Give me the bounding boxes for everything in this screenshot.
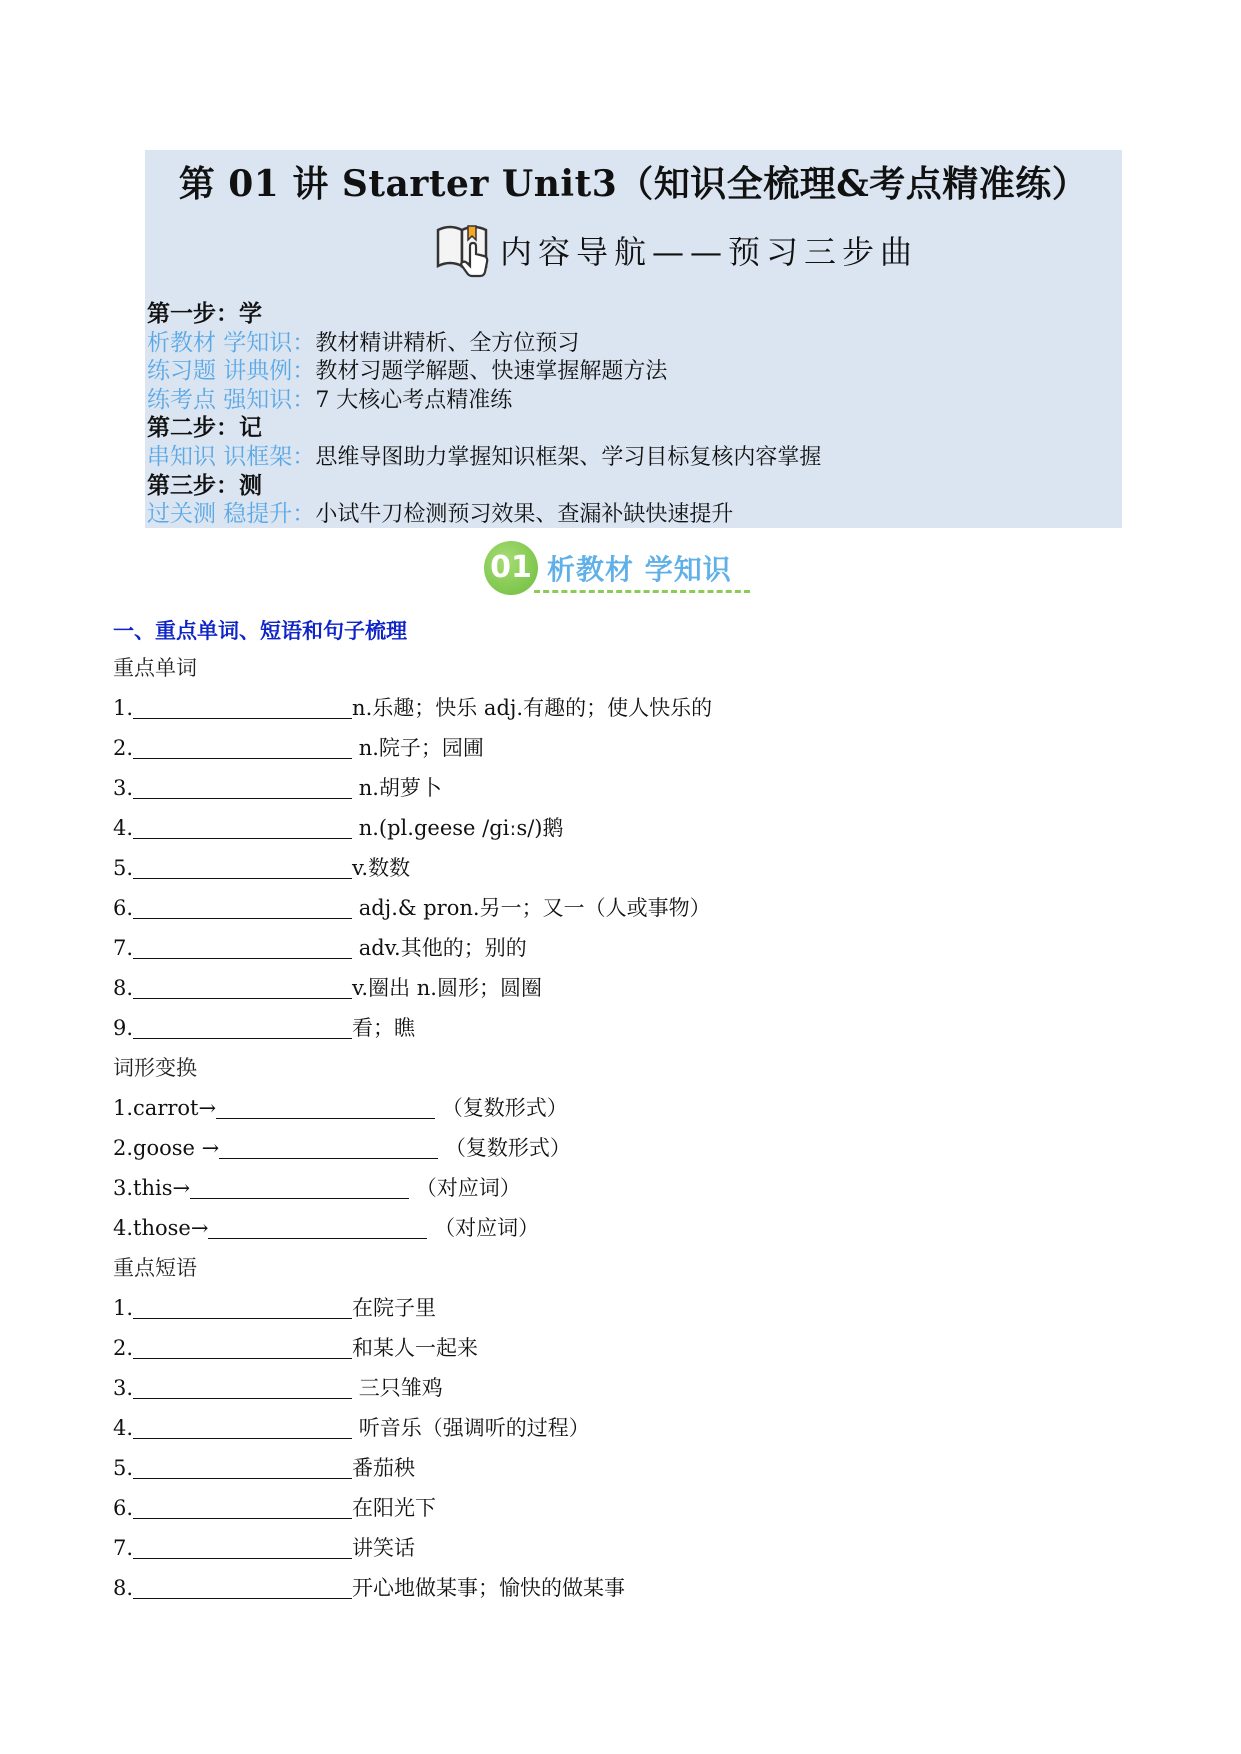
exercise-hint: n.(pl.geese /giːs/)鹅 <box>352 816 564 840</box>
exercise-hint: 听音乐（强调听的过程） <box>352 1416 590 1440</box>
exercise-number: 2. <box>113 736 134 760</box>
answer-blank[interactable] <box>133 1016 352 1039</box>
exercise-hint: 番茄秧 <box>352 1456 416 1480</box>
exercise-hint: 讲笑话 <box>352 1536 416 1560</box>
exercise-hint: adv.其他的；别的 <box>352 936 527 960</box>
badge-title: 析教材 学知识 <box>547 553 732 586</box>
exercise-hint: n.乐趣；快乐 adj.有趣的；使人快乐的 <box>352 696 713 720</box>
answer-blank[interactable] <box>216 1096 435 1119</box>
answer-blank[interactable] <box>133 1576 352 1599</box>
step-item <box>147 500 821 529</box>
navigation-title: 内容导航——预习三步曲 <box>500 233 919 271</box>
answer-blank[interactable] <box>133 856 352 879</box>
answer-blank[interactable] <box>133 816 352 839</box>
step-item-label: 析教材 学知识： <box>147 329 316 356</box>
answer-blank[interactable] <box>190 1176 409 1199</box>
exercise-number: 8. <box>113 1576 134 1600</box>
list-heading: 重点短语 <box>113 1256 197 1280</box>
exercise-number: 3. <box>113 1376 134 1400</box>
answer-blank[interactable] <box>133 1296 352 1319</box>
step-item-label: 练考点 强知识： <box>147 386 316 413</box>
exercise-item <box>113 1408 712 1448</box>
badge-underline <box>534 590 750 593</box>
answer-blank[interactable] <box>133 936 352 959</box>
exercise-item <box>113 728 712 768</box>
step-item-label: 过关测 稳提升： <box>147 501 316 528</box>
answer-blank[interactable] <box>133 896 352 919</box>
answer-blank[interactable] <box>133 1456 352 1479</box>
exercise-item <box>113 848 712 888</box>
exercise-number: 1.carrot→ <box>113 1096 217 1120</box>
exercise-hint: （复数形式） <box>435 1096 568 1120</box>
answer-blank[interactable] <box>219 1136 438 1159</box>
exercise-item <box>113 1528 712 1568</box>
exercise-hint: 看；瞧 <box>352 1016 416 1040</box>
exercise-item <box>113 888 712 928</box>
study-steps <box>147 300 821 529</box>
step-item-label: 练习题 讲典例： <box>147 358 316 385</box>
answer-blank[interactable] <box>133 1336 352 1359</box>
header-box <box>145 150 1122 528</box>
step-item-description: 教材精讲精析、全方位预习 <box>315 330 580 356</box>
exercise-item <box>113 968 712 1008</box>
exercise-item <box>113 1088 712 1128</box>
step-item <box>147 443 821 472</box>
exercise-number: 2.goose → <box>113 1136 220 1160</box>
exercise-hint: （复数形式） <box>438 1136 571 1160</box>
exercise-number: 5. <box>113 1456 134 1480</box>
exercise-hint: 在阳光下 <box>352 1496 437 1520</box>
step-item-description: 思维导图助力掌握知识框架、学习目标复核内容掌握 <box>315 444 822 470</box>
step-heading: 第三步：测 <box>147 471 262 499</box>
answer-blank[interactable] <box>133 736 352 759</box>
answer-blank[interactable] <box>133 696 352 719</box>
answer-blank[interactable] <box>133 1416 352 1439</box>
step-item-description: 教材习题学解题、快速掌握解题方法 <box>315 359 668 385</box>
exercise-item <box>113 1288 712 1328</box>
exercise-number: 1. <box>113 696 134 720</box>
exercise-hint: 和某人一起来 <box>352 1336 479 1360</box>
exercise-item <box>113 1168 712 1208</box>
exercise-hint: v.数数 <box>352 856 411 880</box>
exercise-number: 4.those→ <box>113 1216 209 1240</box>
answer-blank[interactable] <box>133 976 352 999</box>
exercise-number: 4. <box>113 1416 134 1440</box>
answer-blank[interactable] <box>208 1216 427 1239</box>
exercise-number: 5. <box>113 856 134 880</box>
exercise-item <box>113 768 712 808</box>
step-item-description: 7 大核心考点精准练 <box>315 387 513 413</box>
exercise-hint: n.院子；园圃 <box>352 736 484 760</box>
step-item <box>147 386 821 415</box>
answer-blank[interactable] <box>133 776 352 799</box>
exercise-hint: （对应词） <box>409 1176 521 1200</box>
document-title: 第 01 讲 Starter Unit3（知识全梳理&考点精准练） <box>178 163 1089 205</box>
answer-blank[interactable] <box>133 1536 352 1559</box>
exercise-item <box>113 1448 712 1488</box>
exercise-number: 6. <box>113 896 134 920</box>
book-hand-icon <box>432 216 496 284</box>
exercise-number: 8. <box>113 976 134 1000</box>
exercise-hint: adj.& pron.另一；又一（人或事物） <box>352 896 711 920</box>
exercise-item <box>113 1008 712 1048</box>
answer-blank[interactable] <box>133 1376 352 1399</box>
step-item-label: 串知识 识框架： <box>147 443 316 470</box>
exercise-item <box>113 1128 712 1168</box>
exercise-item <box>113 1208 712 1248</box>
exercise-number: 1. <box>113 1296 134 1320</box>
section-title: 一、重点单词、短语和句子梳理 <box>113 618 407 643</box>
exercise-number: 3. <box>113 776 134 800</box>
exercise-item <box>113 928 712 968</box>
step-item <box>147 357 821 386</box>
exercise-hint: 三只雏鸡 <box>352 1376 443 1400</box>
exercise-number: 3.this→ <box>113 1176 191 1200</box>
exercise-number: 7. <box>113 936 134 960</box>
exercise-item <box>113 688 712 728</box>
step-item-description: 小试牛刀检测预习效果、查漏补缺快速提升 <box>315 502 734 528</box>
exercise-number: 2. <box>113 1336 134 1360</box>
exercise-hint: v.圈出 n.圆形；圆圈 <box>352 976 542 1000</box>
exercise-hint: 在院子里 <box>352 1296 437 1320</box>
exercise-hint: 开心地做某事；愉快的做某事 <box>352 1576 626 1600</box>
exercise-item <box>113 1568 712 1608</box>
exercise-number: 7. <box>113 1536 134 1560</box>
step-item <box>147 329 821 358</box>
exercise-number: 6. <box>113 1496 134 1520</box>
vocabulary-list <box>113 648 712 1608</box>
exercise-number: 9. <box>113 1016 134 1040</box>
exercise-hint: n.胡萝卜 <box>352 776 442 800</box>
step-heading: 第一步：学 <box>147 300 262 327</box>
exercise-item <box>113 808 712 848</box>
section-badge <box>484 540 732 596</box>
badge-number: 01 <box>484 541 538 595</box>
step-heading: 第二步：记 <box>147 414 262 442</box>
exercise-hint: （对应词） <box>427 1216 540 1240</box>
exercise-item <box>113 1488 712 1528</box>
content-navigation <box>432 218 918 282</box>
exercise-number: 4. <box>113 816 134 840</box>
list-heading: 词形变换 <box>113 1056 197 1080</box>
exercise-item <box>113 1368 712 1408</box>
answer-blank[interactable] <box>133 1496 352 1519</box>
list-heading: 重点单词 <box>113 656 197 680</box>
exercise-item <box>113 1328 712 1368</box>
